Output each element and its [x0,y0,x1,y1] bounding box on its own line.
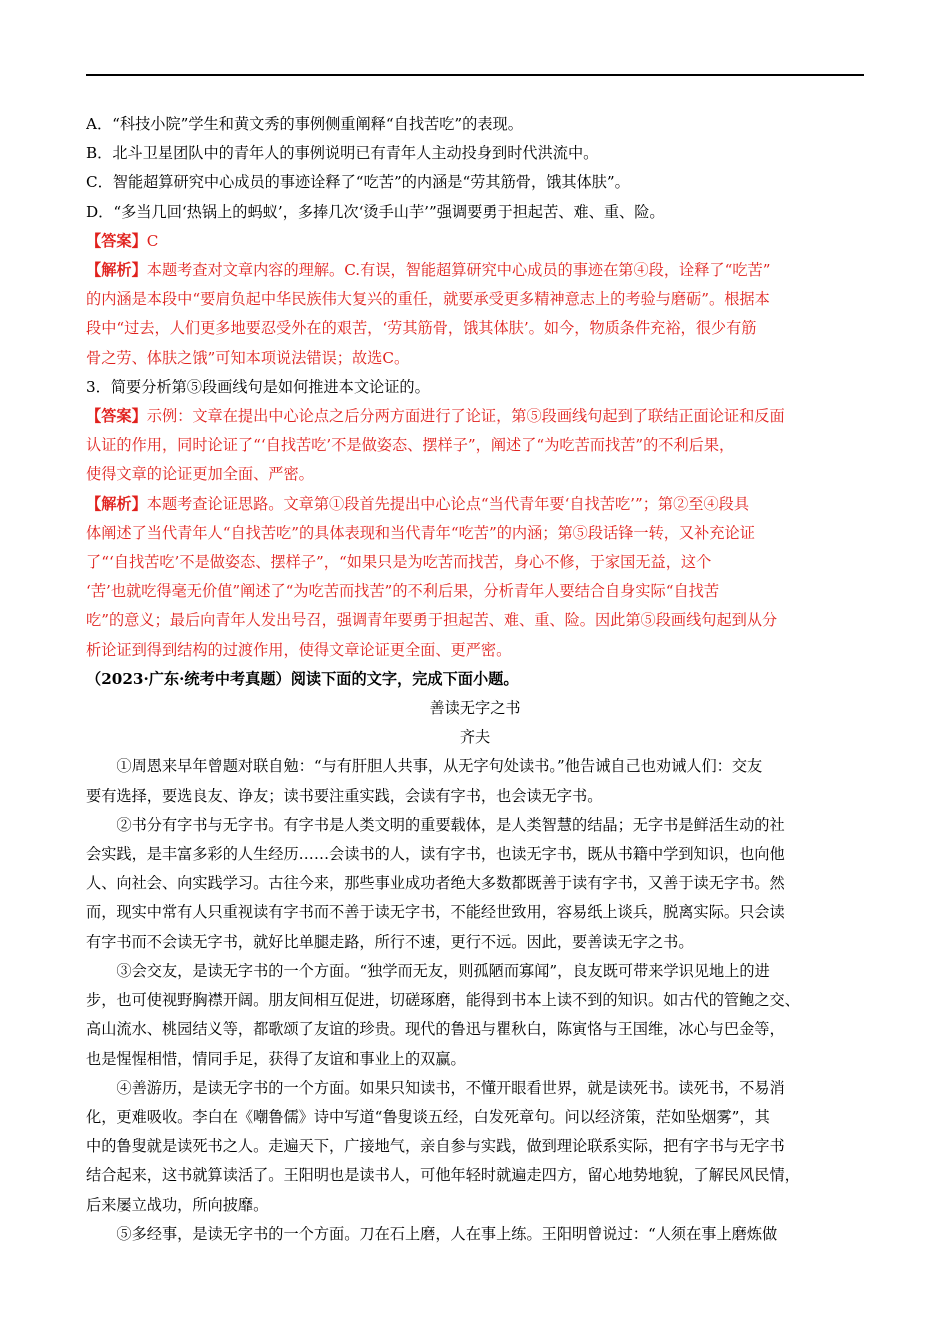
q2-analysis-line: 骨之劳、体肤之饿”可知本项说法错误；故选C。 [86,348,410,367]
q3-analysis-line: ‘苦’也就吃得毫无价值”阐述了“为吃苦而找苦”的不利后果，分析青年人要结合自身实际“自找苦 [86,582,720,601]
answer-label: 【答案】 [86,407,147,426]
q3-answer-line [86,402,864,431]
analysis-label: 【解析】 [86,494,147,513]
question-3: 3．简要分析第⑤段画线句是如何推进本文论证的。 [86,377,430,396]
option-d: D．“多当几回‘热锅上的蚂蚁’，多捧几次‘烫手山芋’”强调要勇于担起苦、难、重、险。 [86,202,665,221]
q3-analysis-line [86,490,864,519]
paragraph-line: 高山流水、桃园结义等，都歌颂了友谊的珍贵。现代的鲁迅与瞿秋白，陈寅恪与王国维，冰心与巴金等， [86,1020,785,1039]
paragraph-line: 也是惺惺相惜，情同手足，获得了友谊和事业上的双赢。 [86,1049,466,1068]
q2-analysis-line: 的内涵是本段中“要肩负起中华民族伟大复兴的重任，就要承受更多精神意志上的考验与磨砺”。根据本 [86,290,770,309]
option-b: B．北斗卫星团队中的青年人的事例说明已有青年人主动投身到时代洪流中。 [86,144,599,163]
option-c: C．智能超算研究中心成员的事迹诠释了“吃苦”的内涵是“劳其筋骨，饿其体肤”。 [86,173,630,192]
q2-analysis-line: 段中“过去，人们更多地要忍受外在的艰苦，‘劳其筋骨，饿其体肤’。如今，物质条件充裕，很少有筋 [86,319,757,338]
q3-answer-line: 使得文章的论证更加全面、严密。 [86,465,314,484]
paragraph-line: ①周恩来早年曾题对联自勉：“与有肝胆人共事，从无字句处读书。”他告诫自己也劝诫人们：交友 [116,757,763,776]
document-body [86,110,864,1249]
q2-analysis-line [86,256,864,285]
paragraph-line: 中的鲁叟就是读死书之人。走遍天下，广接地气，亲自参与实践，做到理论联系实际，把有字书与无字书 [86,1137,785,1156]
q3-analysis-line: 体阐述了当代青年人“自找苦吃”的具体表现和当代青年“吃苦”的内涵；第⑤段话锋一转，又补充论证 [86,523,755,542]
exam-source-header: （2023·广东·统考中考真题）阅读下面的文字，完成下面小题。 [86,669,519,688]
paragraph-line: 而，现实中常有人只重视读有字书而不善于读无字书，不能经世致用，容易纸上谈兵，脱离实际。只会读 [86,903,785,922]
analysis-text: 本题考查对文章内容的理解。C.有误，智能超算研究中心成员的事迹在第④段，诠释了“吃苦” [146,261,771,280]
answer-text: 示例：文章在提出中心论点之后分两方面进行了论证，第⑤段画线句起到了联结正面论证和反面 [146,407,785,426]
answer-label: 【答案】 [86,231,147,250]
q3-answer-line: 认证的作用，同时论证了“‘自找苦吃’不是做姿态、摆样子”，阐述了“为吃苦而找苦”的不利后果， [86,436,735,455]
paragraph-line: 后来屡立战功，所向披靡。 [86,1195,269,1214]
paragraph-line: 结合起来，这书就算读活了。王阳明也是读书人，可他年轻时就遍走四方，留心地势地貌，了解民风民情， [86,1166,800,1185]
paragraph-line: 步，也可使视野胸襟开阔。朋友间相互促进，切磋琢磨，能得到书本上读不到的知识。如古代的管鲍之交、 [86,991,800,1010]
header-rule [86,74,864,76]
paragraph-line: 化，更难吸收。李白在《嘲鲁儒》诗中写道“鲁叟谈五经，白发死章句。问以经济策，茫如坠烟雾”，其 [86,1107,770,1126]
analysis-label: 【解析】 [86,261,147,280]
answer-value: C [146,231,159,250]
paragraph-line: ②书分有字书与无字书。有字书是人类文明的重要载体，是人类智慧的结晶；无字书是鲜活生动的社 [116,815,785,834]
article-author: 齐夫 [459,728,491,747]
paragraph-line: 人、向社会、向实践学习。古往今来，那些事业成功者绝大多数都既善于读有字书，又善于读无字书。然 [86,874,785,893]
analysis-text: 本题考查论证思路。文章第①段首先提出中心论点“当代青年要‘自找苦吃’”；第②至④段具 [146,494,750,513]
article-title: 善读无字之书 [429,699,521,718]
paragraph-line: ③会交友，是读无字书的一个方面。“独学而无友，则孤陋而寡闻”，良友既可带来学识见地上的进 [116,961,770,980]
paragraph-line: 会实践，是丰富多彩的人生经历……会读书的人，读有字书，也读无字书，既从书籍中学到知识，也向他 [86,845,785,864]
paragraph-line: ⑤多经事，是读无字书的一个方面。刀在石上磨，人在事上练。王阳明曾说过：“人须在事上磨炼做 [116,1224,778,1243]
q3-analysis-line: 了“‘自找苦吃’不是做姿态、摆样子”，“如果只是为吃苦而找苦，身心不修，于家国无益，这个 [86,553,712,572]
paragraph-line: ④善游历，是读无字书的一个方面。如果只知读书，不懂开眼看世界，就是读死书。读死书，不易消 [116,1078,785,1097]
paragraph-line: 要有选择，要选良友、诤友；读书要注重实践，会读有字书，也会读无字书。 [86,786,603,805]
q3-analysis-line: 析论证到得到结构的过渡作用，使得文章论证更全面、更严密。 [86,640,512,659]
q3-analysis-line: 吃”的意义；最后向青年人发出号召，强调青年要勇于担起苦、难、重、险。因此第⑤段画线句起到从分 [86,611,778,630]
q2-answer [86,227,864,256]
option-a: A．“科技小院”学生和黄文秀的事例侧重阐释“自找苦吃”的表现。 [86,115,523,133]
paragraph-line: 有字书而不会读无字书，就好比单腿走路，所行不速，更行不远。因此，要善读无字之书。 [86,932,694,951]
